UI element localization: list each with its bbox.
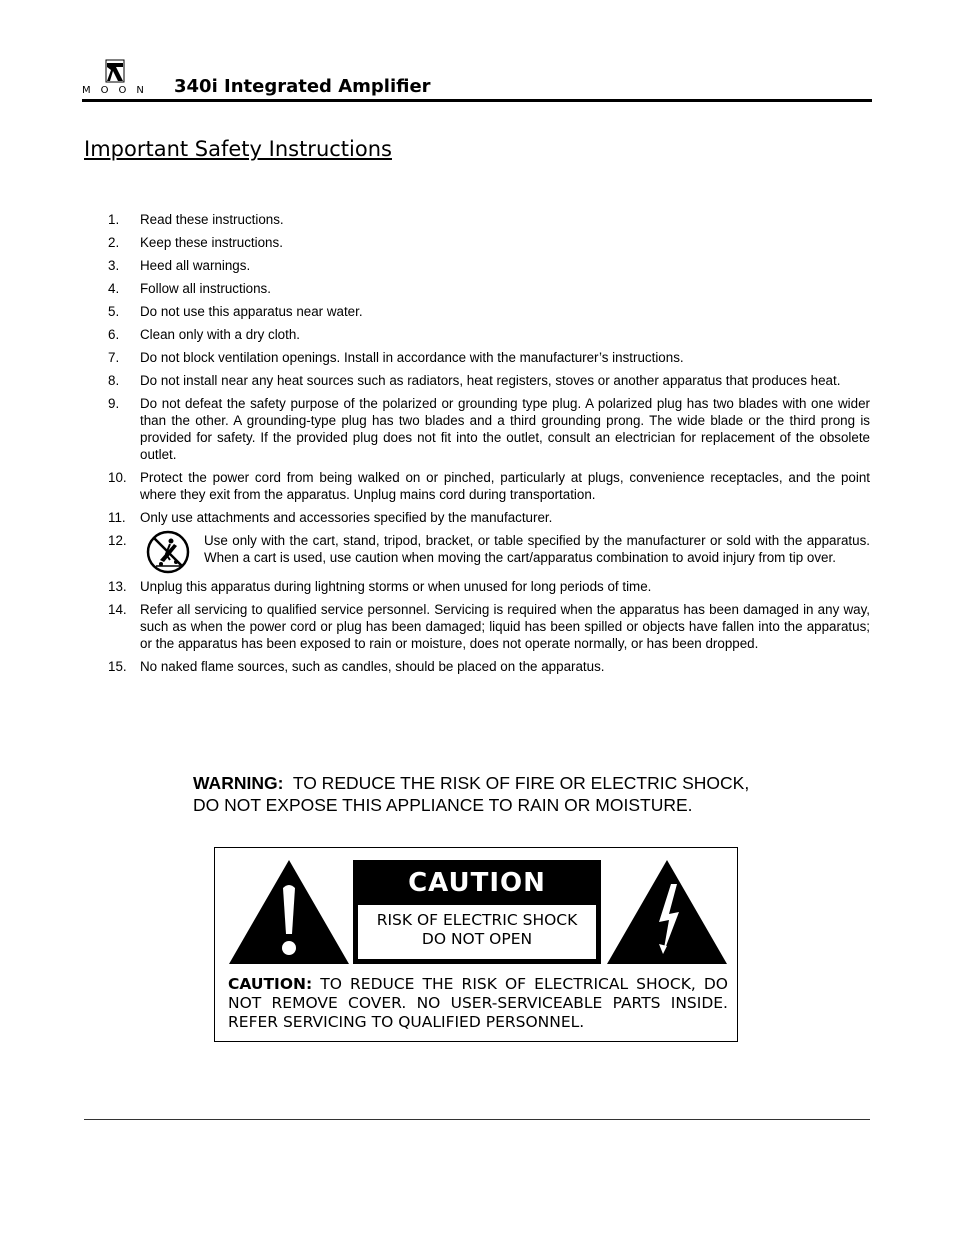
list-item (108, 509, 870, 526)
item-text: Do not use this apparatus near water. (140, 304, 363, 319)
list-item (108, 326, 870, 343)
safety-instructions-list (108, 211, 870, 681)
item-number: 3. (108, 258, 120, 273)
caution-inner-box (358, 905, 596, 959)
item-number: 2. (108, 235, 120, 250)
item-text: Unplug this apparatus during lightning storms or when unused for long periods of time. (140, 579, 652, 594)
item-number: 15. (108, 659, 127, 674)
item-text: No naked flame sources, such as candles, should be placed on the apparatus. (140, 659, 605, 674)
footer-rule (84, 1119, 870, 1120)
item-number: 5. (108, 304, 120, 319)
item-text: Use only with the cart, stand, tripod, bracket, or table specified by the manufacturer or sold with the apparatus. When a cart is used, use caution when moving the cart/apparatus combination to avoid injury from tip over. (204, 533, 870, 565)
item-number: 9. (108, 396, 120, 411)
item-text: Heed all warnings. (140, 258, 251, 273)
list-item (108, 658, 870, 675)
caution-statement (228, 975, 728, 1032)
list-item (108, 349, 870, 366)
item-number: 12. (108, 533, 127, 548)
warning-label: WARNING: (193, 773, 284, 793)
list-item (108, 257, 870, 274)
item-text: Do not block ventilation openings. Install in accordance with the manufacturer’s instructions. (140, 350, 684, 365)
item-number: 11. (108, 510, 126, 525)
item-text: Clean only with a dry cloth. (140, 327, 301, 342)
warning-notice (193, 772, 793, 816)
list-item (108, 372, 870, 389)
caution-panel (353, 860, 601, 964)
list-item (108, 280, 870, 297)
page-header (82, 58, 872, 102)
logo-text: MOON (82, 85, 154, 96)
caution-bottom-label: CAUTION: (228, 975, 313, 993)
warning-text-line2: DO NOT EXPOSE THIS APPLIANCE TO RAIN OR MOISTURE. (193, 795, 693, 815)
caution-inner-line2: DO NOT OPEN (421, 930, 533, 948)
header-rule (82, 99, 872, 102)
item-text: Read these instructions. (140, 212, 284, 227)
cart-tip-over-warning-icon (146, 530, 190, 574)
section-title: Important Safety Instructions (84, 137, 392, 161)
lightning-bolt-warning-triangle-icon (605, 858, 729, 966)
caution-label-box (214, 847, 738, 1042)
list-item (108, 303, 870, 320)
list-item (108, 395, 870, 463)
item-number: 13. (108, 579, 127, 594)
warning-text-line1: TO REDUCE THE RISK OF FIRE OR ELECTRIC SHOCK, (292, 773, 750, 793)
list-item (108, 601, 870, 652)
item-number: 10. (108, 470, 127, 485)
list-item (108, 532, 870, 572)
list-item (108, 469, 870, 503)
item-text: Do not install near any heat sources such as radiators, heat registers, stoves or another apparatus that produces heat. (140, 373, 841, 388)
document-title: 340i Integrated Amplifier (174, 76, 431, 97)
item-text: Keep these instructions. (140, 235, 283, 250)
item-number: 4. (108, 281, 120, 296)
item-text: Refer all servicing to qualified service personnel. Servicing is required when the apparatus has been damaged in any way, such as when the power cord or plug has been damaged; liquid has been spilled or objects have fallen into the apparatus; or the apparatus has been exposed to rain or moisture, does not operate normally, or has been dropped. (140, 602, 870, 651)
caution-heading: CAUTION (408, 868, 546, 898)
item-number: 6. (108, 327, 120, 342)
item-number: 14. (108, 602, 127, 617)
item-number: 8. (108, 373, 120, 388)
list-item (108, 234, 870, 251)
item-number: 7. (108, 350, 120, 365)
exclamation-warning-triangle-icon (227, 858, 351, 966)
item-text: Do not defeat the safety purpose of the polarized or grounding type plug. A polarized plug has two blades with one wider than the other. A grounding-type plug has two blades and a third grounding prong. The wide blade or the third prong is provided for safety. If the provided plug does not fit into the outlet, consult an electrician for replacement of the obsolete outlet. (140, 396, 870, 462)
list-item (108, 211, 870, 228)
caution-inner-line1: RISK OF ELECTRIC SHOCK (376, 911, 578, 929)
item-text: Follow all instructions. (140, 281, 271, 296)
item-number: 1. (108, 212, 120, 227)
item-text: Protect the power cord from being walked on or pinched, particularly at plugs, convenience receptacles, and the point where they exit from the apparatus. Unplug mains cord during transportation. (140, 470, 870, 502)
caution-bottom-text: TO REDUCE THE RISK OF ELECTRICAL SHOCK, DO NOT REMOVE COVER. NO USER-SERVICEABLE PARTS INSIDE. REFER SERVICING TO QUALIFIED PERSONNEL. (228, 975, 728, 1031)
item-text: Only use attachments and accessories specified by the manufacturer. (140, 510, 553, 525)
list-item (108, 578, 870, 595)
